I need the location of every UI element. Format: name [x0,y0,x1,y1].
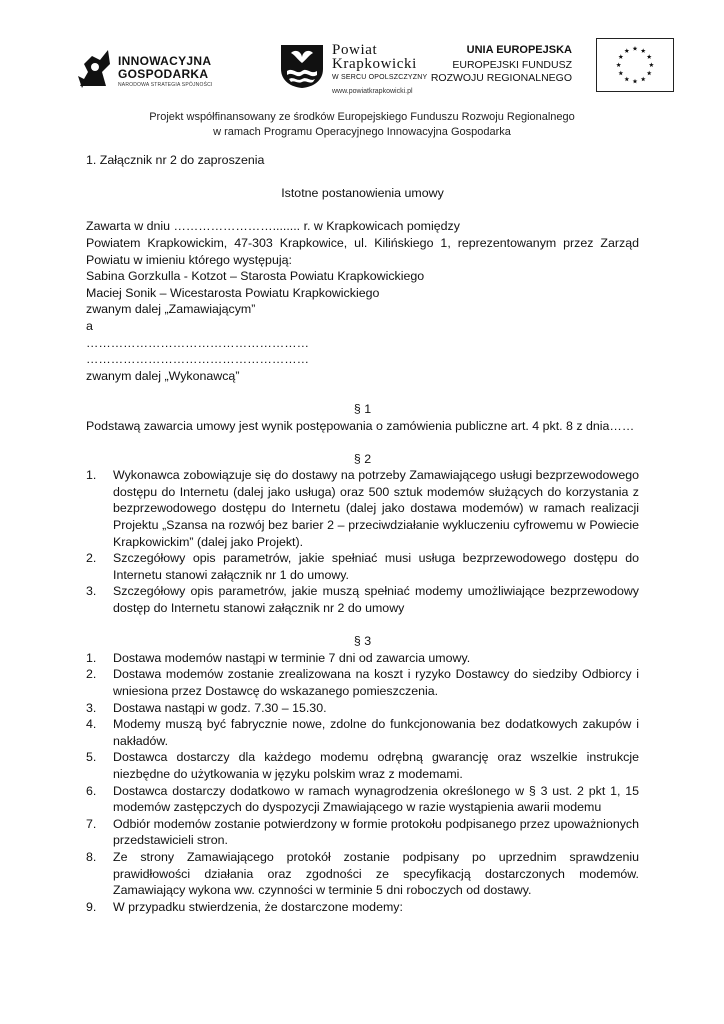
powiat-logo-line2: Krapkowicki [332,56,417,72]
powiat-logo-line1: Powiat [332,42,378,58]
attachment-heading: 1. Załącznik nr 2 do zaproszenia [86,153,265,167]
eu-star-icon [641,77,646,82]
list-item-number: 8. [86,849,97,864]
eu-star-icon [624,48,629,53]
section3-list [86,650,639,916]
list-item [86,467,639,550]
eu-flag-icon [596,38,674,92]
list-item [86,583,639,616]
list-item-number: 2. [86,667,97,682]
section3-heading: § 3 [353,634,372,649]
ue-logo-line1: UNIA EUROPEJSKA [466,44,572,56]
innowacyjna-gospodarka-logo [74,46,224,92]
eu-star-icon [618,71,623,76]
list-item-text: Wykonawca zobowiązuje się do dostawy na potrzeby Zamawiającego usługi bezprzewodowego dostępu do Internetu (dalej jako usługa) oraz 500 sztuk modemów służących do korzystania z bezprzewodowego dostępu do Internetu (dalej jako dostawa modemów) w ramach realizacji Projektu „Szansa na rozwój bez barier 2 – przeciwdziałanie wykluczeniu cyfrowemu w Powiecie Krapkowickim” (dalej jako Projekt). [113,468,639,549]
intro-line-1: Powiatem Krapkowickim, 47-303 Krapkowice, ul. Kilińskiego 1, reprezentowanym przez Zarząd Powiatu w imieniu którego występują: [86,235,639,267]
list-item-text: Ze strony Zamawiającego protokół zostanie podpisany po uprzednim sprawdzeniu prawidłowości działania oraz zgodności ze specyfikacją dostarczonych modemów. Zamawiający wykona ww. czynności w terminie 5 dni roboczych od dostawy. [113,849,639,898]
list-item-text: Szczegółowy opis parametrów, jakie spełniać musi usługa bezprzewodowego dostępu do Internetu stanowi załącznik nr 1 do umowy. [113,551,639,582]
list-item [86,700,639,717]
intro-line-5: a [86,318,93,333]
ig-logo-line1: INNOWACYJNA [118,54,212,68]
list-item-text: Dostawa nastąpi w godz. 7.30 – 15.30. [113,700,327,715]
list-item-number: 3. [86,700,97,715]
ue-logo-line3: ROZWOJU REGIONALNEGO [430,72,572,84]
list-item [86,899,639,916]
powiat-crest-icon [279,43,325,89]
eu-star-icon [641,48,646,53]
list-item-text: Odbiór modemów zostanie potwierdzony w formie protokołu podpisanego przez upoważnionych przedstawicieli stron. [113,816,639,848]
list-item [86,716,639,749]
powiat-krapkowicki-logo [279,40,449,100]
eu-star-icon [647,71,652,76]
list-item [86,550,639,583]
eu-star-icon [633,79,638,84]
list-item-number: 2. [86,551,97,566]
list-item [86,783,639,816]
cofinancing-line1: Projekt współfinansowany ze środków Europejskiego Funduszu Rozwoju Regionalnego [149,111,575,123]
list-item-text: W przypadku stwierdzenia, że dostarczone modemy: [113,899,403,914]
list-item-number: 1. [86,468,97,483]
intro-line-4: zwanym dalej „Zamawiającym” [86,302,256,317]
innowacyjna-gospodarka-mark-icon [74,46,116,90]
section1-text: Podstawą zawarcia umowy jest wynik postępowania o zamówienia publiczne art. 4 pkt. 8 z dnia…… [86,418,635,433]
list-item-number: 5. [86,750,97,765]
list-item-text: Modemy muszą być fabrycznie nowe, zdolne do funkcjonowania bez dodatkowych zakupów i nakładów. [113,717,639,748]
list-item-number: 6. [86,783,97,798]
list-item-number: 9. [86,899,97,914]
ue-logo-line2: EUROPEJSKI FUNDUSZ [452,59,572,71]
document-title: Istotne postanowienia umowy [281,186,444,201]
section1-heading: § 1 [353,401,372,416]
list-item-number: 3. [86,584,97,599]
intro-line-0: Zawarta w dniu ……………………........ r. w Krapkowicach pomiędzy [86,219,460,234]
list-item-text: Szczegółowy opis parametrów, jakie muszą spełniać modemy umożliwiające bezprzewodowy dostęp do Internetu stanowi załącznik nr 2 do umowy [113,584,639,616]
logo-bar [0,36,724,102]
list-item-number: 7. [86,816,97,831]
cofinancing-note [0,110,724,140]
unia-europejska-logo [430,38,676,100]
document-body [86,152,639,915]
list-item-text: Dostawa modemów zostanie zrealizowana na koszt i ryzyko Dostawcy do siedziby Odbiorcy i wniesiona przez Dostawcę do wskazanego pomieszczenia. [113,667,639,698]
intro-line-7: ……………………………………………… [86,352,310,367]
list-item [86,650,639,667]
list-item [86,849,639,899]
eu-star-icon [649,62,654,67]
eu-star-icon [616,62,621,67]
intro-line-6: ……………………………………………… [86,335,310,350]
ig-logo-line2: GOSPODARKA [118,67,209,81]
eu-star-icon [647,54,652,59]
eu-star-icon [624,77,629,82]
list-item-number: 1. [86,650,97,665]
cofinancing-line2: w ramach Programu Operacyjnego Innowacyjna Gospodarka [213,126,511,138]
powiat-logo-line3: W SERCU OPOLSZCZYZNY [332,74,428,81]
intro-line-3: Maciej Sonik – Wicestarosta Powiatu Krapkowickiego [86,285,380,300]
list-item-text: Dostawa modemów nastąpi w terminie 7 dni od zawarcia umowy. [113,650,471,665]
section2-list [86,467,639,616]
section2-heading: § 2 [353,451,372,466]
list-item [86,816,639,849]
list-item-text: Dostawca dostarczy dla każdego modemu odrębną gwarancję oraz wszelkie instrukcje niezbędne do użytkowania w języku polskim wraz z modemami. [113,750,639,781]
eu-star-icon [618,54,623,59]
eu-star-icon [633,46,638,51]
list-item-number: 4. [86,717,97,732]
list-item [86,666,639,699]
intro-line-2: Sabina Gorzkulla - Kotzot – Starosta Powiatu Krapkowickiego [86,269,425,284]
list-item-text: Dostawca dostarczy dodatkowo w ramach wynagrodzenia określonego w § 3 ust. 2 pkt 1, 15 modemów zastępczych do dyspozycji Zmawiającego w razie wystąpienia awarii modemu [113,783,639,815]
ig-logo-line3: NARODOWA STRATEGIA SPÓJNOŚCI [118,82,213,88]
list-item [86,749,639,782]
powiat-logo-url: www.powiatkrapkowicki.pl [332,88,413,95]
intro-line-8: zwanym dalej „Wykonawcą” [86,368,240,383]
